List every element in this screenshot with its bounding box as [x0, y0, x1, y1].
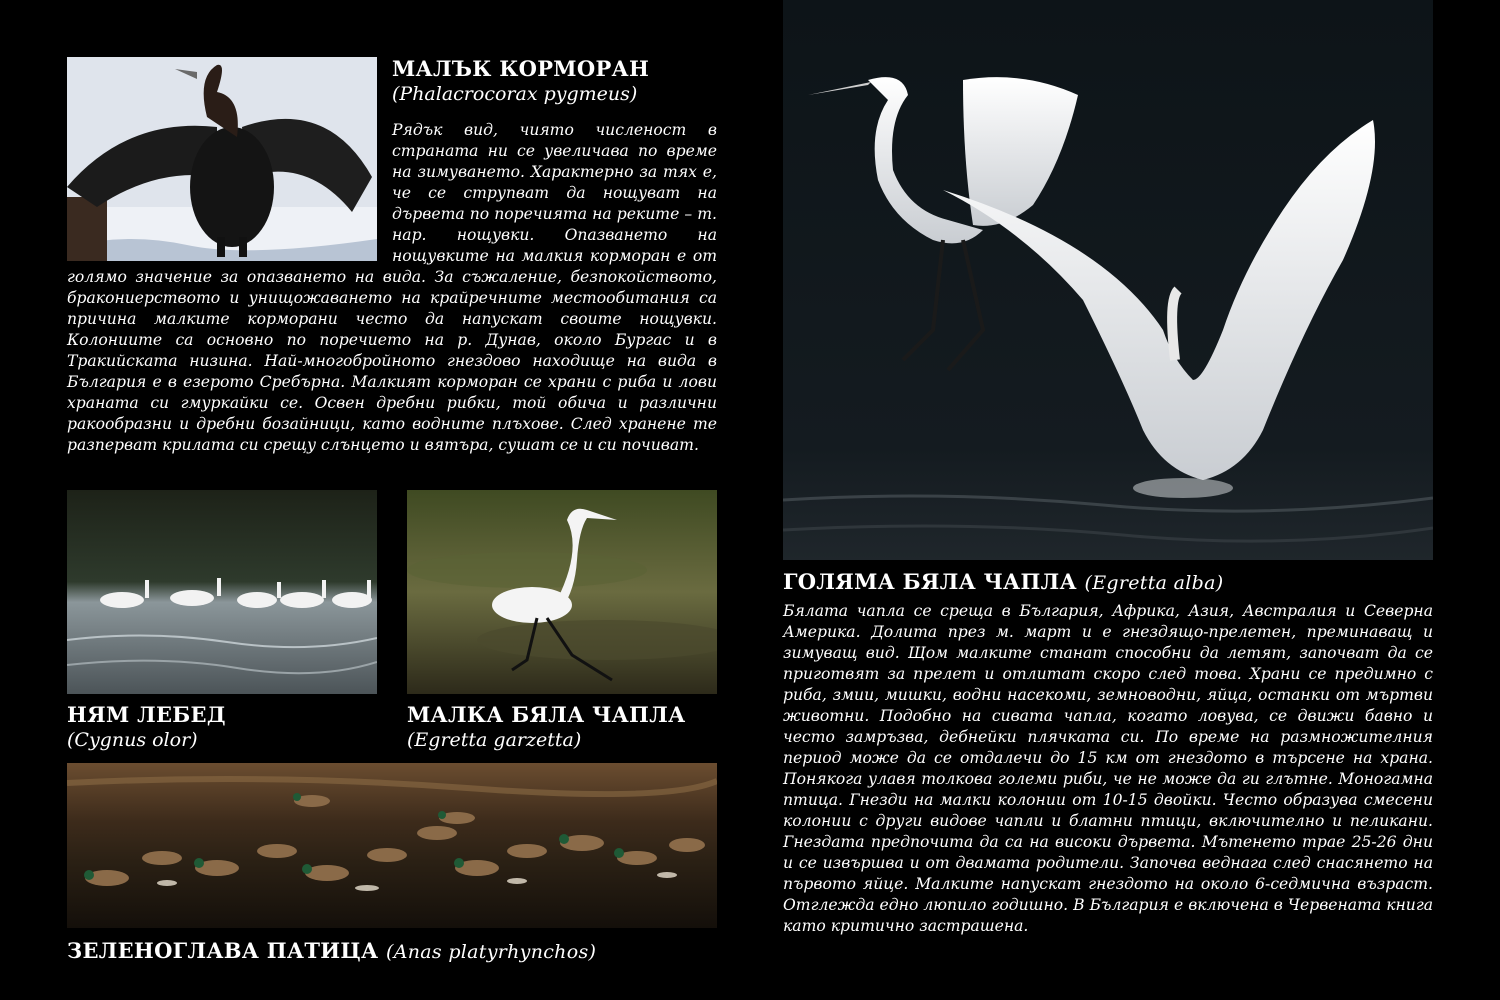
cormorant-text-spacer — [67, 120, 392, 265]
great-egret-text: Бялата чапла се среща в България, Африка, Азия, Австралия и Северна Америка. Долита през м. март и е гнездящо-прелетен, преминаващ и зимуващ вид. Щом малките станат способни да летят, започват да се приготвят за прелет и отлитат скоро след това. Храни се предимно с риба, змии, мишки, водни насекоми, земноводни, яйца, останки от мъртви животни. Подобно на сивата чапла, когато ловува, се движи бавно и често замръзва, дебнейки плячката си. По време на размножителния период може да се отдалечи до 15 км от гнездото в търсене на храна. Понякога улавя толкова големи риби, че не може да ги глътне. Моногамна птица. Гнезди на малки колонии от 10-15 двойки. Често образува смесени колонии с други видове чапли и блатни птици, включително и пеликани. Гнездата предпочита да са на високи дървета. Мътенето трае 25-26 дни и се извършва и от двамата родители. Започва веднага след снасянето на първото яйце. Малките напускат гнездото на около 6-седмична възраст. Отглежда едно люпило годишно. В България е включена в Червената книга като критично застрашена. — [783, 602, 1433, 935]
swan-photo — [67, 490, 377, 694]
little-egret-latin: (Egretta garzetta) — [407, 729, 582, 751]
mallard-latin: (Anas platyrhynchos) — [386, 941, 597, 963]
mallard-photo — [67, 763, 717, 928]
cormorant-text — [67, 120, 717, 456]
mallard-title-text: ЗЕЛЕНОГЛАВА ПАТИЦА — [67, 938, 379, 963]
little-egret-photo — [407, 490, 717, 694]
cormorant-title: МАЛЪК КОРМОРАН — [392, 56, 650, 81]
great-egret-title — [783, 569, 1223, 594]
cormorant-latin: (Phalacrocorax pygmeus) — [392, 83, 638, 105]
cormorant-description: Рядък вид, чиято численост в страната ни се увеличава по време на зимуването. Характерно за тях е, че се струпват да нощуват на дървета по поречията на реките – т. нар. нощувки. Опазването на нощувките на малкия корморан е от голямо значение за опазването на вида. За съжаление, безпокойството, бракониерството и унищожаването на крайречните местообитания са причина малките корморани често да напускат своите нощувки. Колониите са основно по поречието на р. Дунав, около Бургас и в Тракийската низина. Най-многобройното гнездово находище на вида в България е в езерото Сребърна. Малкият корморан се храни с риба и лови храната си гмуркайки се. Освен дребни рибки, той обича и различни ракообразни и дребни бозайници, като водните плъхове. След хранене те разперват крилата си срещу слънцето и вятъра, сушат се и си почиват. — [67, 121, 717, 454]
great-egret-latin: (Egretta alba) — [1084, 572, 1224, 594]
little-egret-title: МАЛКА БЯЛА ЧАПЛА — [407, 702, 686, 727]
great-egret-photo — [783, 0, 1433, 560]
swan-title: НЯМ ЛЕБЕД — [67, 702, 226, 727]
swan-latin: (Cygnus olor) — [67, 729, 198, 751]
mallard-title — [67, 938, 596, 963]
great-egret-title-text: ГОЛЯМА БЯЛА ЧАПЛА — [783, 569, 1077, 594]
